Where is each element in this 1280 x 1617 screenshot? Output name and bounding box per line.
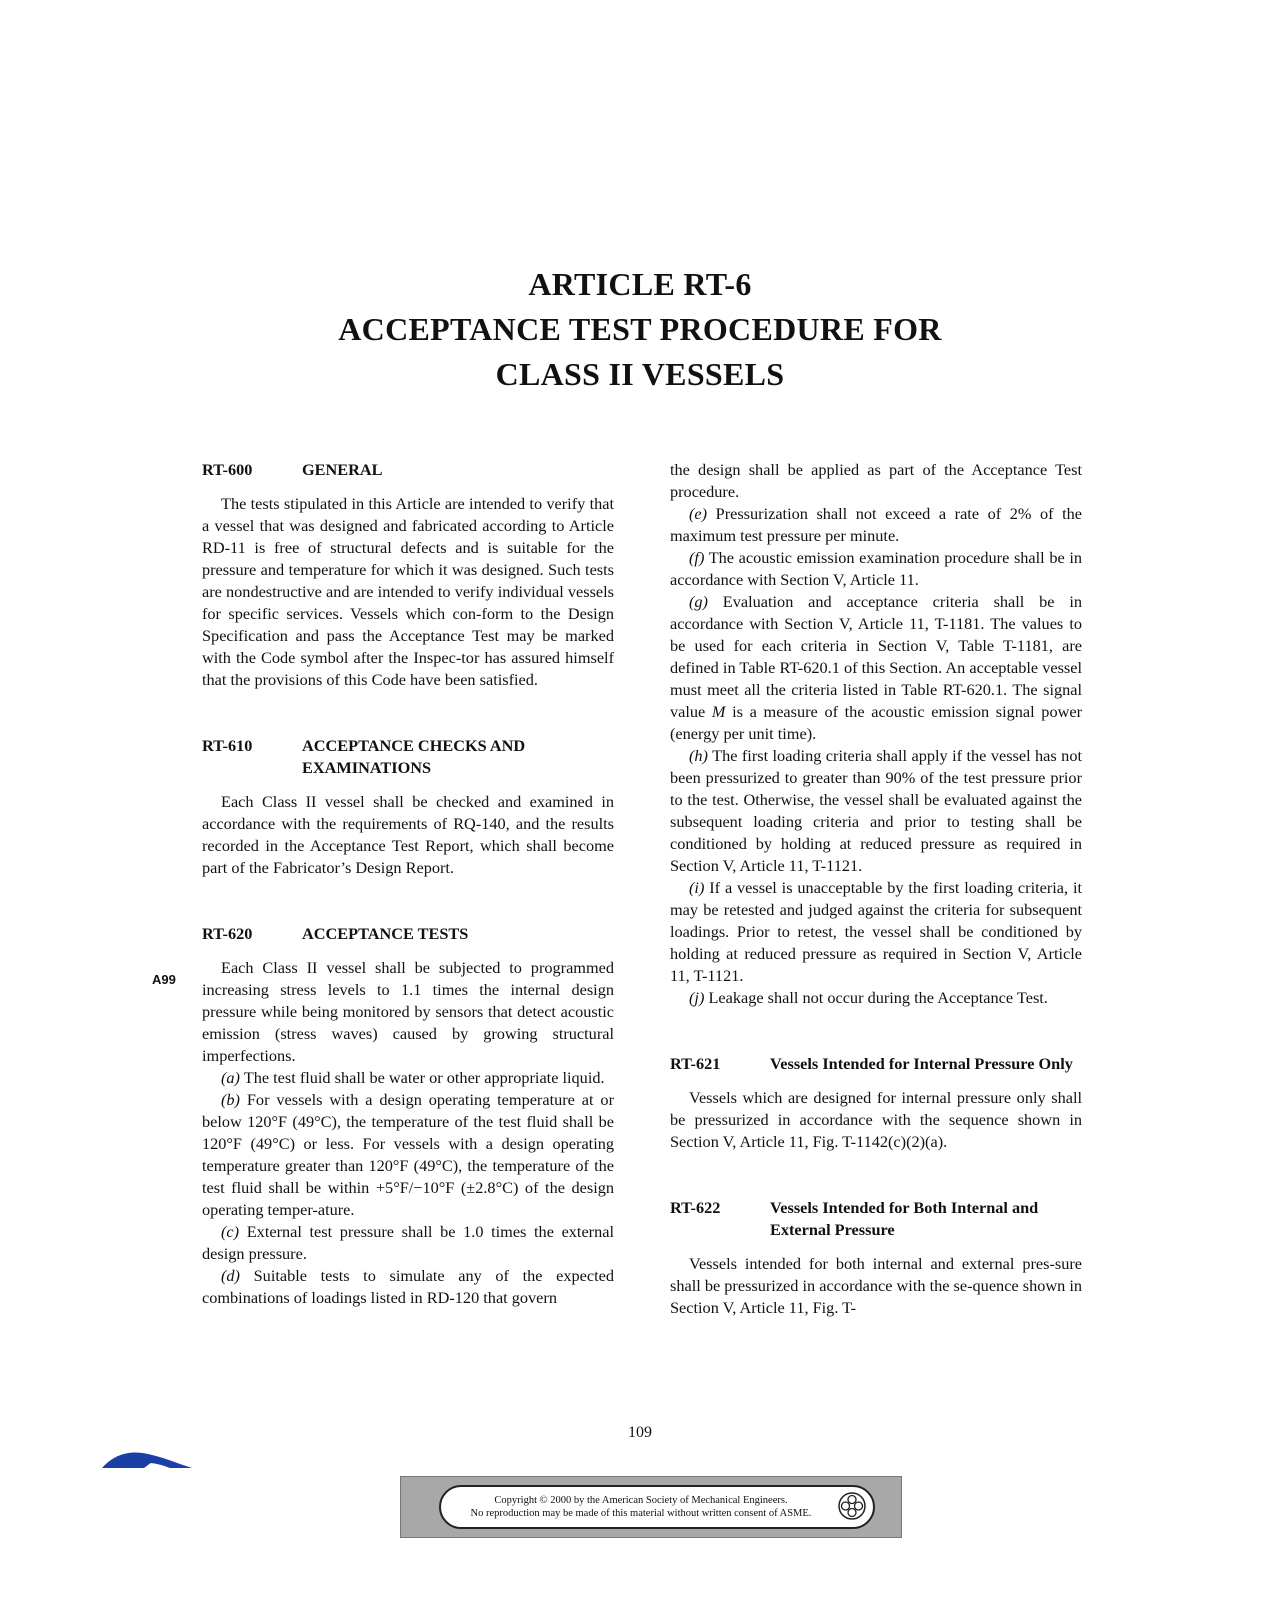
item-label: (i) (689, 878, 705, 897)
section-heading-rt621 (670, 1053, 1082, 1075)
section-number: RT-620 (202, 924, 253, 943)
item-e (670, 503, 1082, 547)
paragraph-rt610: Each Class II vessel shall be checked and examined in accordance with the requirements of RQ-140, and the results recorded in the Acceptance Test Report, which shall become part of the Fabricator’s Design Report. (202, 792, 614, 877)
item-text: Evaluation and acceptance criteria shall be in accordance with Section V, Article 11, T-1181. The values to be used for each criteria in Section V, Table T-1181, are defined in Table RT-620.1 of this Section. An acceptable vessel must meet all the criteria listed in Table RT-620.1. The signal value (670, 592, 1082, 721)
item-text: The first loading criteria shall apply if the vessel has not been pressurized to greater than 90% of the test pressure prior to the test. Otherwise, the vessel shall be evaluated against the subsequent loading criteria and prior to testing shall be conditioned by holding at reduced pressure as required in Section V, Article 11, T-1121. (670, 746, 1082, 875)
article-title (0, 262, 1280, 397)
section-heading-rt600 (202, 459, 614, 481)
paragraph-rt622: Vessels intended for both internal and external pres-sure shall be pressurized in accordance with the se-quence shown in Section V, Article 11, Fig. T- (670, 1254, 1082, 1317)
item-text: Suitable tests to simulate any of the expected combinations of loadings listed in RD-120 that govern (202, 1266, 614, 1307)
copyright-oval (439, 1485, 875, 1529)
item-i (670, 877, 1082, 987)
right-column (670, 459, 1082, 1319)
item-text: Pressurization shall not exceed a rate of 2% of the maximum test pressure per minute. (670, 504, 1082, 545)
item-label: (c) (221, 1222, 240, 1241)
revision-marker: A99 (152, 972, 176, 987)
item-text: The test fluid shall be water or other appropriate liquid. (239, 1068, 605, 1087)
page-number: 109 (628, 1424, 652, 1441)
item-h (670, 745, 1082, 877)
item-label: (f) (689, 548, 705, 567)
article-title-line1: ARTICLE RT-6 (528, 266, 752, 302)
copyright-line2: No reproduction may be made of this material without written consent of ASME. (470, 1508, 812, 1519)
section-heading-rt622 (670, 1197, 1082, 1241)
item-j (670, 987, 1082, 1009)
item-d-continued: the design shall be applied as part of the Acceptance Test procedure. (670, 460, 1082, 501)
item-label: (b) (221, 1090, 240, 1109)
publisher-logo-icon (100, 1444, 196, 1470)
section-title: Vessels Intended for Internal Pressure Only (770, 1054, 1073, 1073)
item-text: External test pressure shall be 1.0 times the external design pressure. (202, 1222, 614, 1263)
item-text: Leakage shall not occur during the Acceptance Test. (704, 988, 1048, 1007)
item-text: The acoustic emission examination procedure shall be in accordance with Section V, Article 11. (670, 548, 1082, 589)
item-c (202, 1221, 614, 1265)
article-title-line2: ACCEPTANCE TEST PROCEDURE FOR (338, 311, 942, 347)
signal-symbol: M (711, 702, 726, 721)
article-title-line3: CLASS II VESSELS (495, 356, 785, 392)
section-heading-rt620 (202, 923, 614, 945)
item-text: If a vessel is unacceptable by the first loading criteria, it may be retested and judged against the criteria for subsequent loadings. Prior to retest, the vessel shall be conditioned by holding at reduced pressure as required in Section V, Article 11, T-1121. (670, 878, 1082, 985)
paragraph-rt621: Vessels which are designed for internal pressure only shall be pressurized in accordance with the sequence shown in Section V, Article 11, Fig. T-1142(c)(2)(a). (670, 1088, 1082, 1151)
item-text: For vessels with a design operating temperature at or below 120°F (49°C), the temperature of the test fluid shall be 120°F (49°C) or less. For vessels with a design operating temperature greater than 120°F (49°C), the temperature of the test fluid shall be within +5°F/−10°F (±2.8°C) of the design operating temper-ature. (202, 1090, 614, 1219)
item-label: (e) (689, 504, 708, 523)
section-title: ACCEPTANCE TESTS (302, 924, 469, 943)
item-label: (a) (221, 1068, 240, 1087)
item-f (670, 547, 1082, 591)
copyright-banner (400, 1476, 902, 1538)
section-number: RT-600 (202, 460, 253, 479)
section-number: RT-622 (670, 1198, 721, 1217)
paragraph-rt620: Each Class II vessel shall be subjected to programmed increasing stress levels to 1.1 times the internal design pressure while being monitored by sensors that detect acoustic emission (stress waves) caused by growing structural imperfections. (202, 958, 614, 1065)
section-title: GENERAL (302, 460, 383, 479)
item-g (670, 591, 1082, 745)
copyright-line1: Copyright © 2000 by the American Society of Mechanical Engineers. (494, 1495, 788, 1506)
section-title: Vessels Intended for Both Internal and External Pressure (770, 1198, 1039, 1239)
item-label: (d) (221, 1266, 240, 1285)
item-text: is a measure of the acoustic emission signal power (energy per unit time). (670, 702, 1082, 743)
item-label: (g) (689, 592, 708, 611)
item-d (202, 1265, 614, 1309)
item-a (202, 1067, 614, 1089)
item-label: (j) (689, 988, 705, 1007)
item-label: (h) (689, 746, 708, 765)
section-heading-rt610 (202, 735, 614, 779)
section-title: ACCEPTANCE CHECKS AND EXAMINATIONS (302, 736, 526, 777)
paragraph-rt600: The tests stipulated in this Article are intended to verify that a vessel that was designed and fabricated according to Article RD-11 is free of structural defects and is suitable for the pressure and temperature for which it was designed. Such tests are nondestructive and are intended to verify individual vessels for specific services. Vessels which con-form to the Design Specification and pass the Acceptance Test may be marked with the Code symbol after the Inspec-tor has assured himself that the provisions of this Code have been satisfied. (202, 494, 614, 689)
item-b (202, 1089, 614, 1221)
copyright-text (451, 1494, 831, 1520)
section-number: RT-621 (670, 1054, 721, 1073)
section-number: RT-610 (202, 736, 253, 755)
left-column (202, 459, 614, 1309)
asme-seal-icon (837, 1491, 867, 1521)
